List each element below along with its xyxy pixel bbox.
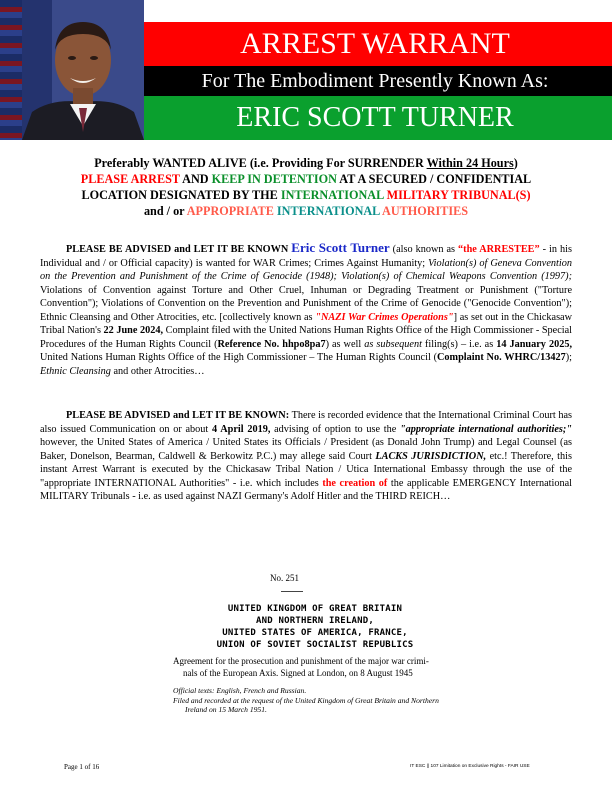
treaty-subtitle-line: Agreement for the prosecution and punishment of the major war crimi- (173, 656, 429, 666)
text-italic: Violation(s) of Geneva Convention on the Prevention and Punishment of the Crime of Genocide (1948); Violation(s) of Chemical Weapons Convention (1997); (40, 257, 572, 282)
text: and other Atrocities… (110, 365, 205, 377)
advisory-lead: PLEASE BE ADVISED and LET IT BE KNOWN: (66, 410, 290, 421)
intro-line-3 (20, 188, 592, 204)
paragraph-2 (40, 409, 572, 504)
treaty-note-line: Ireland on 15 March 1951. (185, 705, 267, 715)
text: United Nations Human Rights Office of the High Commissioner – The Human Rights Council ( (40, 352, 438, 363)
portrait-photo (22, 0, 144, 140)
intro-text-underlined: Within 24 Hours (426, 156, 514, 170)
international-text: INTERNATIONAL (276, 204, 380, 218)
text: ] as set out in the Chickasaw Tribal Nation's (40, 311, 573, 336)
advisory-lead: PLEASE BE ADVISED and LET IT BE KNOWN (66, 244, 292, 255)
text-bold-italic: LACKS JURISDICTION, (375, 450, 487, 462)
nazi-war-crimes-operations: "NAZI War Crimes Operations" (315, 311, 454, 323)
reference-number: Reference No. hhpo8pa7 (217, 338, 326, 350)
treaty-heading (150, 603, 480, 651)
military-tribunals-text: MILITARY TRIBUNAL(S) (386, 188, 531, 202)
intro-text: and / or (143, 204, 187, 218)
intro-text: AT A SECURED / CONFIDENTIAL (336, 172, 532, 186)
date: 22 June 2024, (103, 325, 164, 336)
treaty-note-line: Official texts: English, French and Russian. (173, 686, 307, 695)
treaty-heading-line: UNITED STATES OF AMERICA, FRANCE, (222, 628, 408, 638)
text: the applicable EMERGENCY International MILITARY Tribunals - i.e. as used against NAZI Germany's Adolf Hitler and the THIRD REICH… (40, 477, 572, 502)
text: Complaint filed with the United Nations Human Rights Office of the High Commissioner - Special Procedures of the Human Rights Council ( (40, 325, 573, 350)
intro-line-1 (20, 156, 592, 172)
complaint-number: Complaint No. WHRC/13427 (437, 352, 566, 363)
intro-text: AND (179, 172, 212, 186)
creation-of-text: the creation of (322, 477, 388, 489)
intro-text: Preferably WANTED ALIVE (i.e. Providing For SURRENDER (94, 156, 427, 170)
keep-in-detention-text: KEEP IN DETENTION (211, 172, 337, 186)
text: - in his Individual and / or Official capacity) is wanted for WAR Crimes; Crimes Against Humanity; (40, 244, 572, 269)
text: however, the United States of America / United States its Officials / President (as Donald John Trump) and Legal Counsel (as Baker, Donelson, Bearman, Caldwell & Berkowitz P.C.) may allege said Court (40, 437, 572, 462)
text: etc.! Therefore, this instant Arrest Warrant is executed by the Chickasaw Tribal Nation / Utica International Embassy through the use of the "appropriate INTERNATIONAL Authorities" - i.e. which includes (40, 450, 572, 489)
treaty-heading-line: AND NORTHERN IRELAND, (256, 616, 374, 626)
portrait-svg (22, 0, 144, 140)
text: Violations of Convention against Torture and Other Cruel, Inhuman or Degrading Treatment or Punishment ("Torture Convention"); Violations of Convention on the Prevention and Punishment of the Crime of Genocide ("Genocide Convention"); Ethnic Cleansing and Other Atrocities, etc. [collectively known as (40, 284, 572, 323)
intro-text: ) (513, 156, 518, 170)
intro-line-2 (20, 172, 592, 188)
please-arrest-text: PLEASE ARREST (80, 172, 180, 186)
banner-name: ERIC SCOTT TURNER (236, 102, 514, 133)
treaty-notes (173, 686, 483, 715)
appropriate-text: APPROPRIATE (186, 204, 274, 218)
international-text: INTERNATIONAL (280, 188, 384, 202)
treaty-subtitle (173, 656, 473, 679)
banner-subtitle: For The Embodiment Presently Known As: (201, 70, 549, 92)
text: filing(s) – i.e. as (421, 338, 497, 350)
authorities-text: AUTHORITIES (382, 204, 469, 218)
text-italic: Ethnic Cleansing (40, 365, 111, 377)
intro-line-4 (20, 204, 592, 220)
banner (0, 0, 612, 140)
treaty-heading-line: UNITED KINGDOM OF GREAT BRITAIN (227, 604, 403, 614)
treaty-note-line: Filed and recorded at the request of the United Kingdom of Great Britain and Northern (173, 695, 439, 705)
page-number: Page 1 of 16 (64, 763, 100, 771)
arrestee-name: Eric Scott Turner (291, 240, 390, 255)
text-italic: as subsequent (364, 338, 422, 350)
banner-title: ARREST WARRANT (240, 27, 510, 60)
text: ) as well (325, 338, 365, 350)
treaty-number: No. 251 (270, 573, 299, 583)
arrestee-alias: “the ARRESTEE” (458, 244, 540, 255)
text: advising of option to use the (270, 423, 400, 435)
treaty-heading-line: UNION OF SOVIET SOCIALIST REPUBLICS (216, 640, 414, 650)
text: (also known as (389, 244, 459, 255)
intro-text: LOCATION DESIGNATED BY THE (81, 188, 281, 202)
treaty-subtitle-line: nals of the European Axis. Signed at London, on 8 August 1945 (183, 667, 413, 678)
footer-note: IT ESC || 107 Limitation on Exclusive Rights - FAIR USE (410, 764, 530, 769)
treaty-divider (281, 591, 303, 592)
date: 4 April 2019, (212, 423, 271, 435)
text: There is recorded evidence that the International Criminal Court has also issued Communication on or about (40, 410, 573, 435)
date: 14 January 2025, (496, 338, 573, 350)
text-bold-italic: "appropriate international authorities;" (399, 423, 572, 435)
text: ); (565, 352, 573, 363)
paragraph-1 (40, 241, 572, 378)
